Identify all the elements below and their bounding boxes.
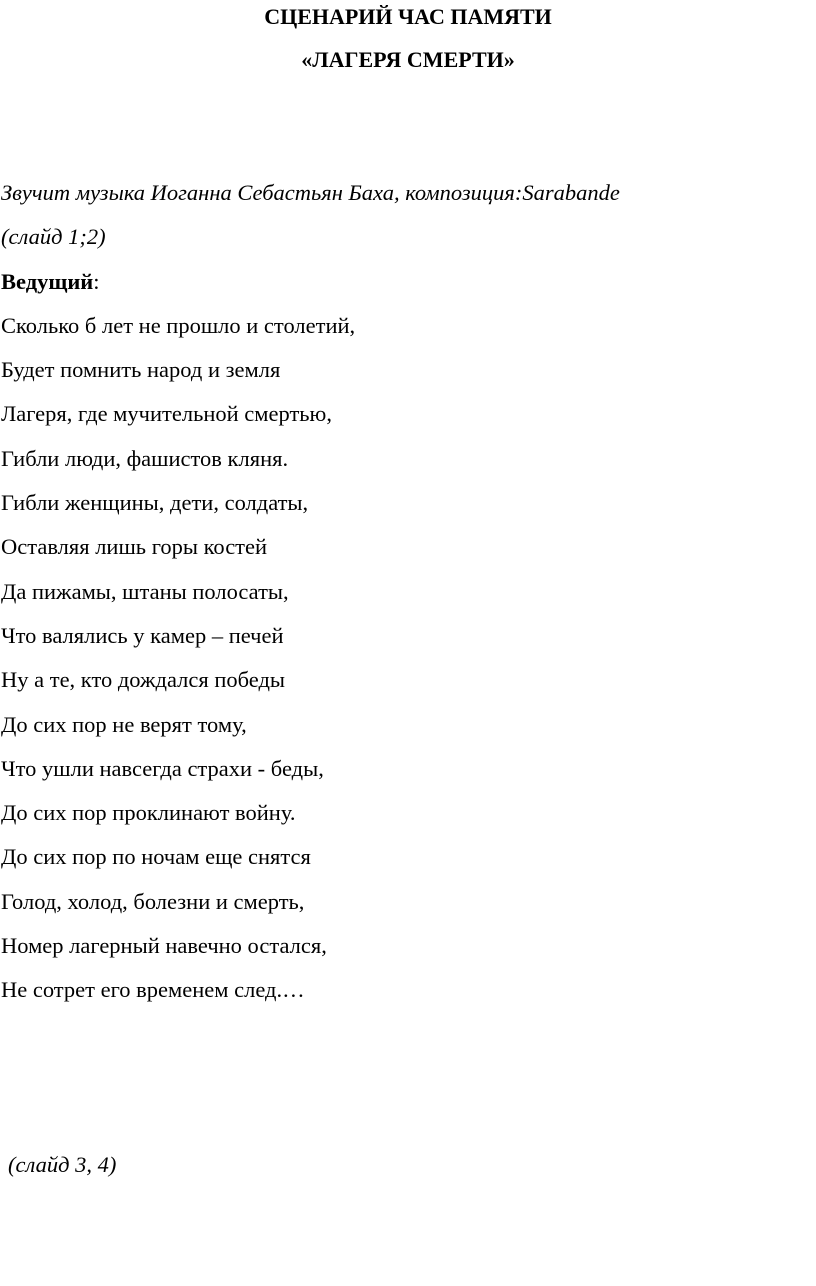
speaker-colon: : <box>93 268 100 294</box>
poem-line: Что валялись у камер – печей <box>1 622 284 648</box>
slide-note-2: (слайд 3, 4) <box>8 1152 117 1177</box>
poem-line: Гибли женщины, дети, солдаты, <box>1 490 309 516</box>
poem-line: Гибли люди, фашистов кляня. <box>1 445 289 471</box>
poem-line: Что ушли навсегда страхи - беды, <box>1 755 324 781</box>
document-title: СЦЕНАРИЙ ЧАС ПАМЯТИ <box>264 4 552 29</box>
poem-line: Будет помнить народ и земля <box>1 357 281 383</box>
poem-line: Сколько б лет не прошло и столетий, <box>1 312 356 338</box>
poem-line: До сих пор не верят тому, <box>1 711 247 737</box>
music-note: Звучит музыка Иоганна Себастьян Баха, композиция:Sarabande <box>1 180 620 205</box>
poem-line: Оставляя лишь горы костей <box>1 534 268 560</box>
document-body <box>1 176 620 1018</box>
speaker-line <box>1 265 620 309</box>
speaker-label: Ведущий <box>1 268 94 294</box>
document-subtitle: «ЛАГЕРЯ СМЕРТИ» <box>301 47 515 72</box>
poem-line: Голод, холод, болезни и смерть, <box>1 888 305 914</box>
poem-line: До сих пор по ночам еще снятся <box>1 844 311 870</box>
poem-line: Номер лагерный навечно остался, <box>1 933 327 959</box>
slide-note: (слайд 1;2) <box>1 224 106 250</box>
poem-line: Ну а те, кто дождался победы <box>1 667 286 693</box>
poem-line: Не сотрет его временем след.… <box>1 977 305 1003</box>
poem-line: Лагеря, где мучительной смертью, <box>1 401 332 427</box>
poem-line: Да пижамы, штаны полосаты, <box>1 578 289 604</box>
poem-line: До сих пор проклинают войну. <box>1 800 296 826</box>
